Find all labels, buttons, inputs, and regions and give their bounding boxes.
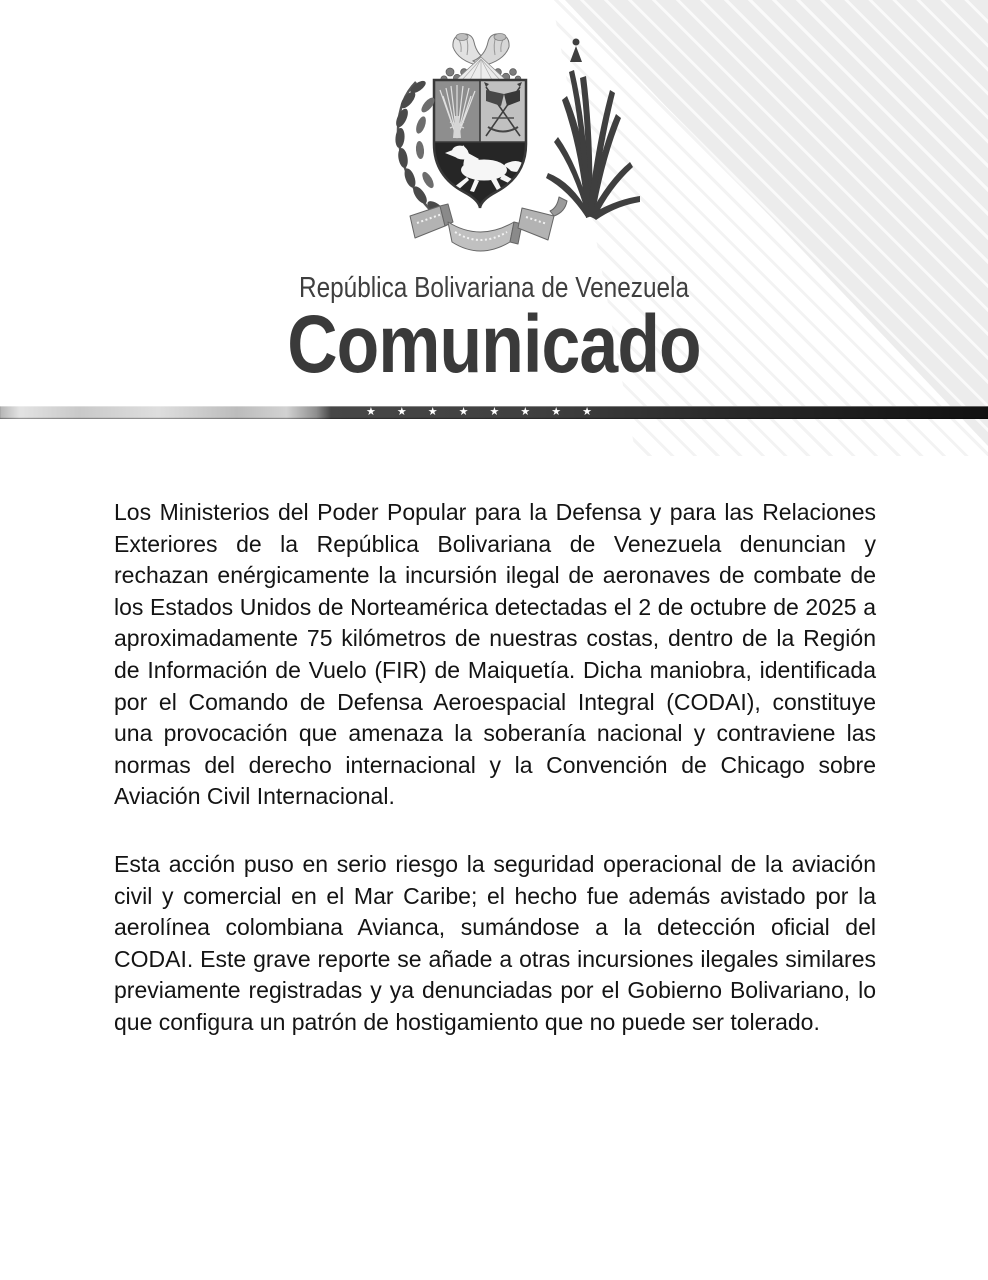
star-icon: ★ xyxy=(582,406,592,418)
shield-icon xyxy=(434,80,526,212)
star-icon: ★ xyxy=(458,406,469,418)
divider-bar xyxy=(0,406,988,419)
country-line: República Bolivariana de Venezuela xyxy=(298,272,690,304)
star-icon: ★ xyxy=(427,406,438,418)
palm-branch-icon xyxy=(546,39,640,221)
star-icon: ★ xyxy=(396,406,407,418)
star-icon: ★ xyxy=(551,406,562,418)
body-paragraph-2: Esta acción puso en serio riesgo la seguridad operacional de la aviación civil y comercial en el Mar Caribe; el hecho fue además avistado por la aerolínea colombiana Avianca, sumándose a la detección oficial del CODAI. Este grave reporte se añade a otras incursiones ilegales similares previamente registradas y ya denunciadas por el Gobierno Bolivariano, lo que configura un patrón de hostigamiento que no puede ser tolerado. xyxy=(114,850,876,1035)
communique-body xyxy=(114,497,876,1039)
star-icon: ★ xyxy=(520,406,531,418)
star-icon: ★ xyxy=(366,406,376,418)
body-paragraph-1: Los Ministerios del Poder Popular para la Defensa y para las Relaciones Exteriores de la República Bolivariana de Venezuela denuncian y rechazan enérgicamente la incursión ilegal de aeronaves de combate de los Estados Unidos de Norteamérica detectadas el 2 de octubre de 2025 a aproximadamente 75 kilómetros de nuestras costas, dentro de la Región de Información de Vuelo (FIR) de Maiquetía. Dicha maniobra, identificada por el Comando de Defensa Aeroespacial Integral (CODAI), constituye una provocación que amenaza la soberanía nacional y contraviene las normas del derecho internacional y la Convención de Chicago sobre Aviación Civil Internacional. xyxy=(114,499,876,810)
page-title: Comunicado xyxy=(287,299,701,390)
venezuela-coat-of-arms-emblem xyxy=(358,30,648,262)
star-row xyxy=(366,406,592,419)
star-icon: ★ xyxy=(489,406,500,418)
